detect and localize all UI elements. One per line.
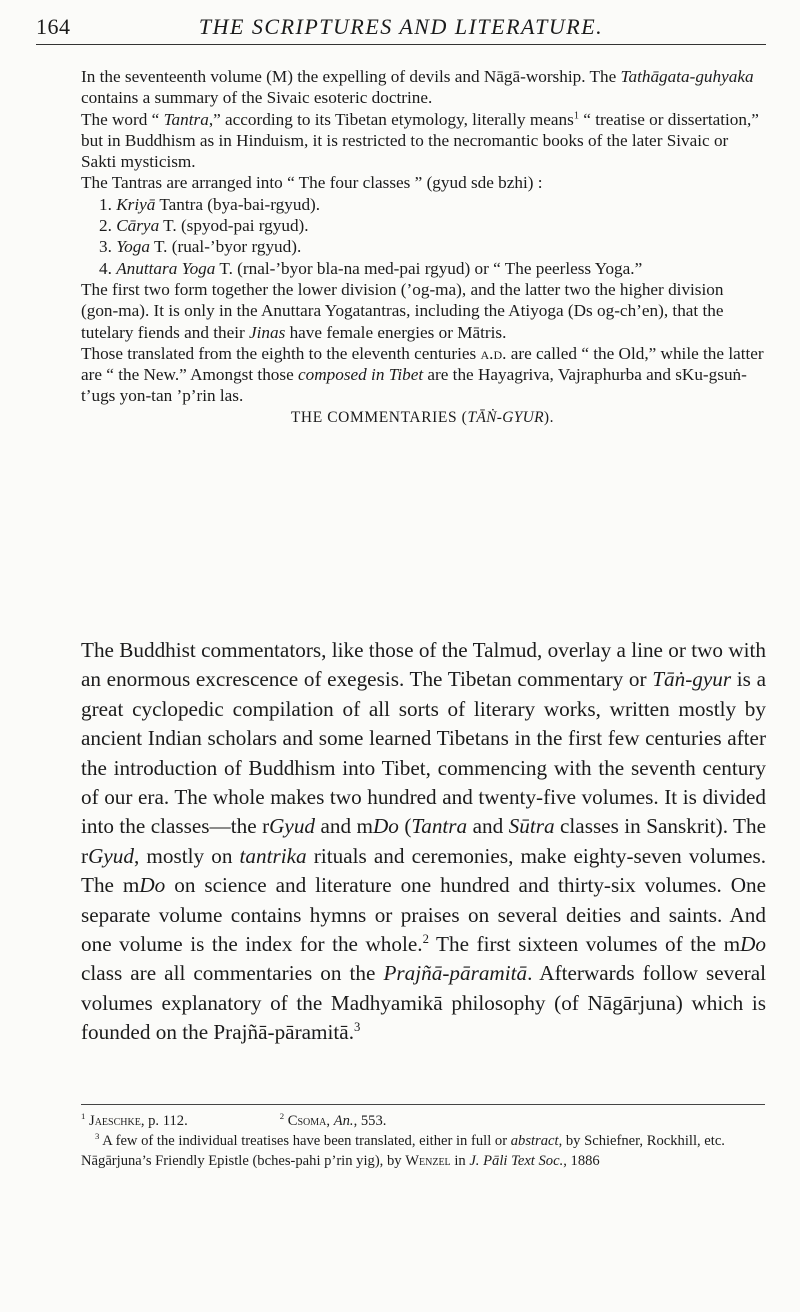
list-item: 3. Yoga T. (rual-’byor rgyud). (99, 237, 302, 257)
header-rule (36, 44, 766, 45)
page-number: 164 (36, 14, 71, 39)
footnotes (81, 1112, 765, 1171)
paragraph-four-classes: The Tantras are arranged into “ The four classes ” (gyud sde bzhi) : (81, 173, 543, 193)
paragraph-divisions: The first two form together the lower division (’og-ma), and the latter two the higher division (gon-ma). It is only in the Anuttara Yogatantras, including the Atiyoga (Ds og-ch’en), that the tutelary fiends and their Jinas have female energies or Mātris. (81, 279, 724, 342)
paragraph-old-new: Those translated from the eighth to the eleventh centuries a.d. are called “ the Old,” while the latter are “ the New.” Amongst those composed in Tibet are the Hayagriva, Vajraphurba and sKu-gsuṅ-t’ugs yon-tan ’p’rin las. (81, 343, 764, 406)
list-item: 1. Kriyā Tantra (bya-bai-rgyud). (99, 194, 321, 214)
footnote-ref-1: 1 (573, 109, 579, 121)
paragraph-volume17: In the seventeenth volume (M) the expelling of devils and Nāgā-worship. The Tathāgata-guhyaka contains a summary of the Sivaic esoteric doctrine. (81, 67, 754, 108)
small-print-section (81, 66, 764, 428)
list-item: 4. Anuttara Yoga T. (rnal-’byor bla-na med-pai rgyud) or “ The peerless Yoga.” (99, 258, 643, 278)
footnote-3: $^3$ A few of the individual treatises have been translated, either in full or abstract, by Schiefner, Rockhill, etc. Nāgārjuna’s Friendly Epistle (bches-pahi p’rin yig), by Wenzel in J. Pāli Text Soc., 1886 (81, 1130, 725, 1169)
paragraph-tantra-word: The word “ Tantra,” according to its Tibetan etymology, literally means$^1$ “ treatise or dissertation,” but in Buddhism as in Hinduism, it is restricted to the necromantic books of the later Sivaic or Sakti mysticism. (81, 109, 759, 172)
paragraph-commentaries: The Buddhist commentators, like those of the Talmud, overlay a line or two with an enormous excrescence of exegesis. The Tibetan commentary or Tāṅ-gyur is a great cyclopedic compilation of all sorts of literary works, written mostly by ancient Indian scholars and some learned Tibetans in the first few centuries after the introduction of Buddhism into Tibet, commencing with the seventh century of our era. The whole makes two hundred and twenty-five volumes. It is divided into the classes—the rGyud and mDo (Tantra and Sūtra classes in Sanskrit). The rGyud, mostly on tantrika rituals and ceremonies, make eighty-seven volumes. The mDo on science and literature one hundred and thirty-six volumes. One separate volume contains hymns or praises on several deities and saints. And one volume is the index for the whole.$^2$ The first sixteen volumes of the mDo class are all commentaries on the Prajñā-pāramitā. Afterwards follow several volumes explanatory of the Madhyamikā philosophy (of Nāgārjuna) which is founded on the Prajñā-pāramitā.$^3$ (81, 638, 767, 1045)
list-item: 2. Cārya T. (spyod-pai rgyud). (99, 216, 309, 236)
running-title: THE SCRIPTURES AND LITERATURE. (198, 14, 604, 39)
footnote-ref-2: 2 (422, 932, 429, 946)
section-heading: THE COMMENTARIES (TĀṄ-GYUR). (290, 408, 555, 426)
main-body-text (81, 636, 766, 1048)
page-header (36, 14, 766, 46)
footnote-rule (81, 1104, 765, 1105)
footnote-1-2: $^1$ Jaeschke, p. 112. $^2$ Csoma, An., 553. (81, 1111, 387, 1129)
footnote-ref-3: 3 (354, 1020, 361, 1035)
